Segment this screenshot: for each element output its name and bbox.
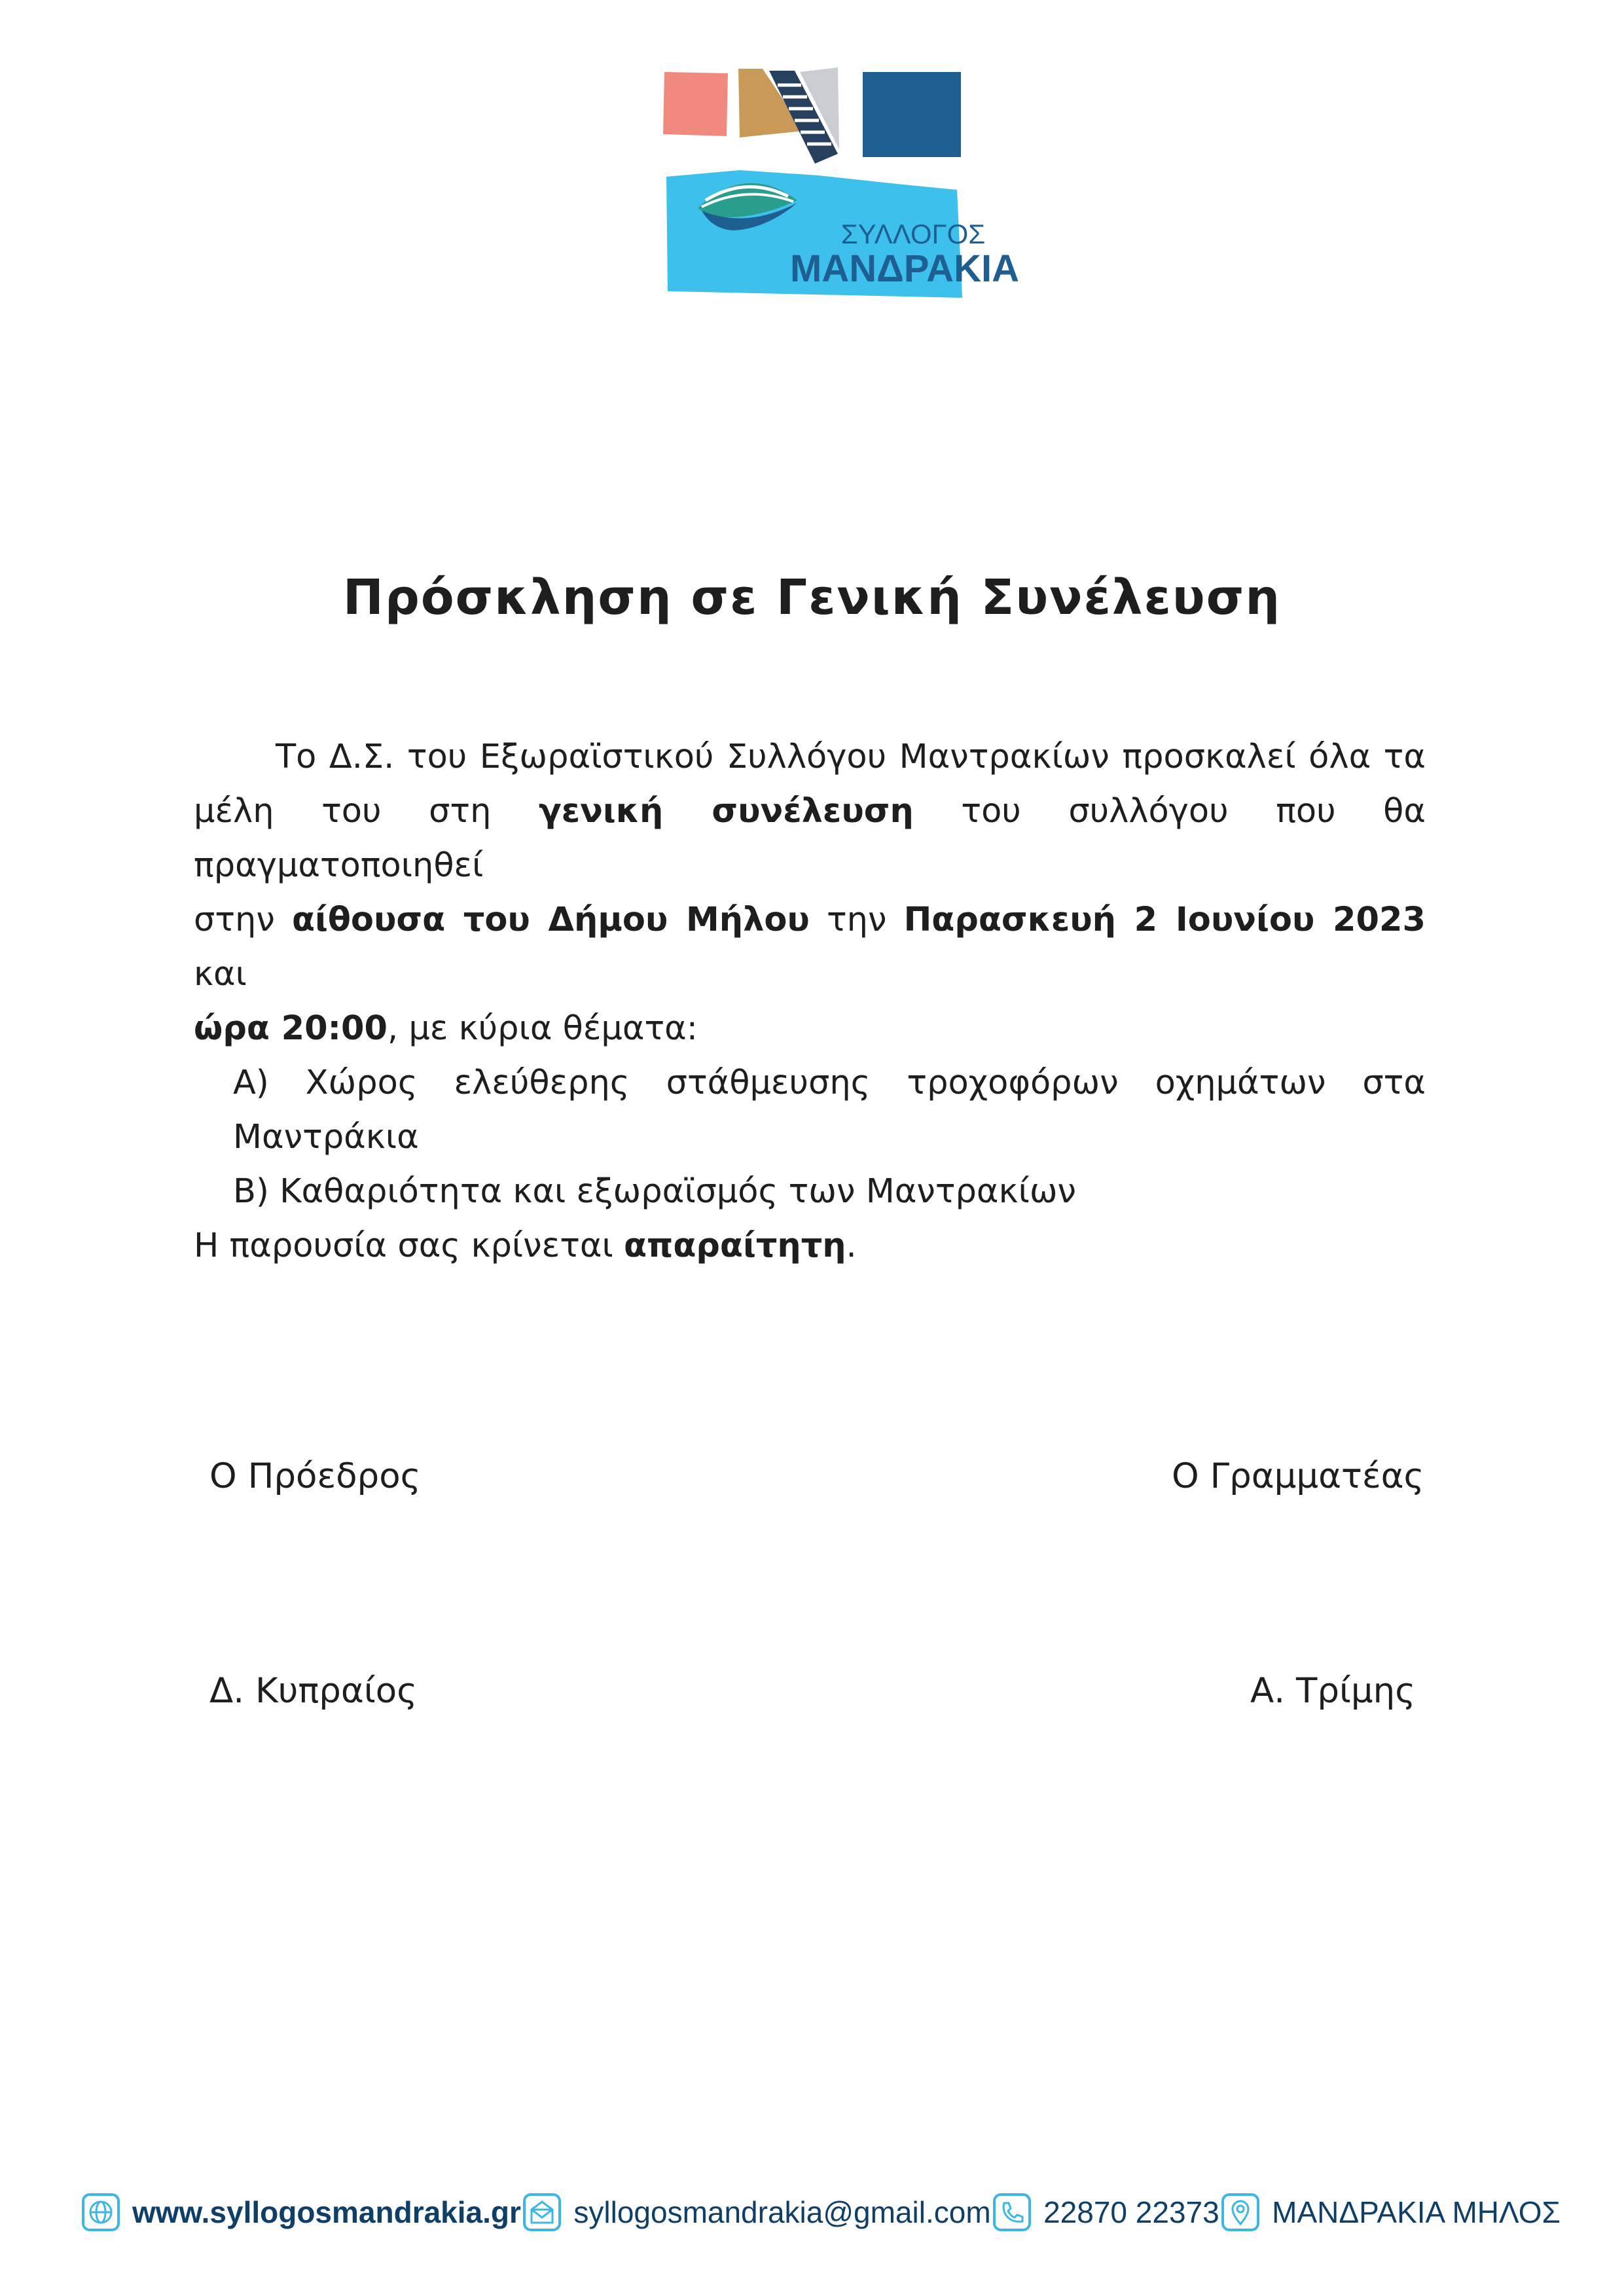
- agenda-item-b: Β) Καθαριότητα και εξωραϊσμός των Μαντρακίων: [233, 1172, 1077, 1211]
- footer-location[interactable]: [1221, 2193, 1561, 2232]
- envelope-icon: [522, 2193, 562, 2232]
- signature-secretary-role: Ο Γραμματέας: [1172, 1456, 1424, 1496]
- location-pin-icon: [1221, 2193, 1260, 2232]
- body-line-closing: Η παρουσία σας κρίνεται απαραίτητη.: [194, 1227, 857, 1265]
- logo-line2: ΜΑΝΔΡΑΚΙΑ: [790, 247, 1019, 290]
- logo-line1: ΣΥΛΛΟΓΟΣ: [840, 219, 986, 249]
- phone-icon: [992, 2193, 1032, 2232]
- footer-email-text: syllogosmandrakia@gmail.com: [573, 2195, 991, 2229]
- association-logo: [655, 65, 1019, 295]
- footer-email[interactable]: [522, 2193, 990, 2232]
- page-title: Πρόσκληση σε Γενική Συνέλευση: [342, 569, 1282, 626]
- logo-coral-block: [663, 72, 728, 136]
- footer-website-text: www.syllogosmandrakia.gr: [132, 2195, 521, 2229]
- footer-phone[interactable]: [992, 2193, 1219, 2232]
- body-line-1: Το Δ.Σ. του Εξωραϊστικού Συλλόγου Μαντρακίων προσκαλεί όλα τα: [276, 738, 1426, 776]
- signature-president-name: Δ. Κυπραίος: [209, 1671, 418, 1711]
- agenda-item-a-cont: Μαντράκια: [233, 1118, 419, 1157]
- signature-president-role: Ο Πρόεδρος: [209, 1456, 421, 1496]
- body-line-2: μέλη του στη γενική συνέλευση του συλλόγου που θα πραγματοποιηθεί: [194, 792, 1426, 885]
- agenda-item-a: Α) Χώρος ελεύθερης στάθμευσης τροχοφόρων οχημάτων στα: [233, 1064, 1426, 1102]
- footer-location-text: ΜΑΝΔΡΑΚΙΑ ΜΗΛΟΣ: [1272, 2195, 1561, 2229]
- globe-icon: [81, 2193, 120, 2232]
- logo-navy-block: [863, 72, 961, 157]
- body-line-3: στην αίθουσα του Δήμου Μήλου την Παρασκευή 2 Ιουνίου 2023 και: [194, 901, 1426, 994]
- footer-website[interactable]: [81, 2193, 521, 2232]
- invitation-body: [194, 730, 1426, 1273]
- body-line-4: ώρα 20:00, με κύρια θέματα:: [194, 1009, 698, 1048]
- footer-phone-text: 22870 22373: [1043, 2195, 1219, 2229]
- signature-secretary-name: Α. Τρίμης: [1250, 1671, 1416, 1711]
- contact-footer: [81, 2183, 1561, 2242]
